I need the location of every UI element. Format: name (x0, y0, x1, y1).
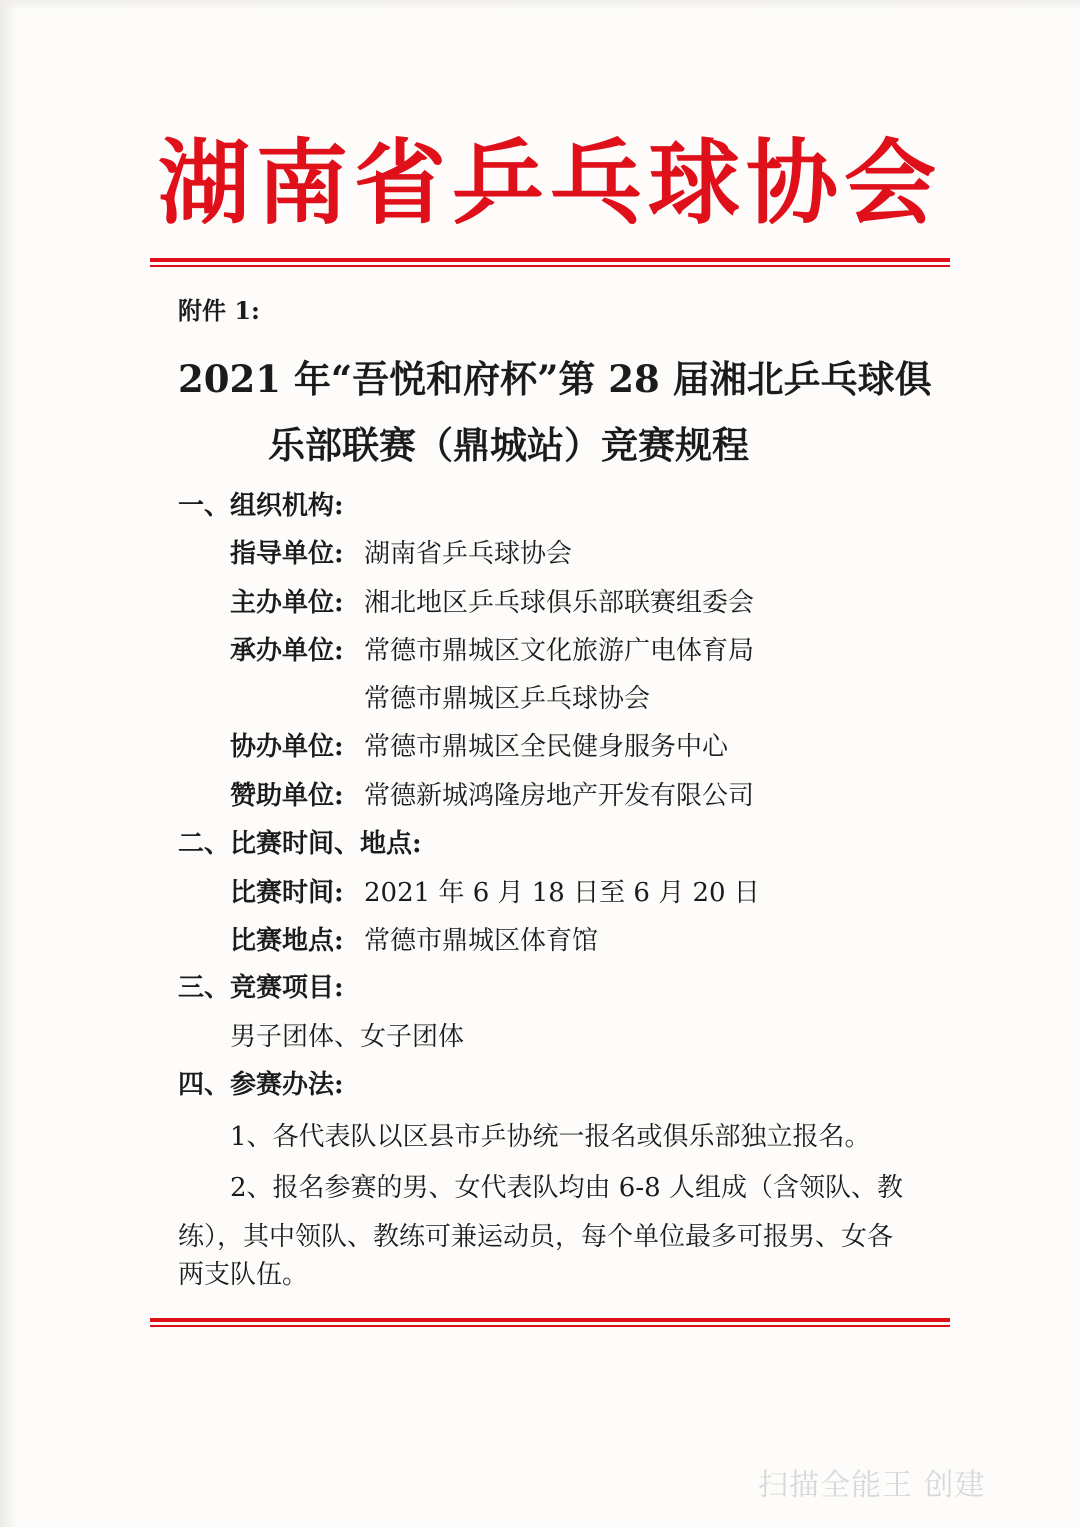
section-4-heading: 四、参赛办法: (178, 1070, 344, 1100)
match-venue-value: 常德市鼎城区体育馆 (364, 926, 599, 956)
rule-paragraph-2-line-2: 练），其中领队、教练可兼运动员，每个单位最多可报男、女各 (178, 1222, 894, 1252)
rule-paragraph-1: 1、各代表队以区县市乒协统一报名或俱乐部独立报名。 (230, 1122, 871, 1152)
scan-edge-shadow (0, 0, 18, 1527)
match-venue-label: 比赛地点: (230, 926, 344, 956)
letterhead-title: 湖南省乒乓球协会 (157, 129, 942, 237)
event-list: 男子团体、女子团体 (230, 1022, 465, 1052)
sponsor-label: 赞助单位: (230, 781, 344, 811)
letterhead-rule-top (150, 258, 950, 267)
co-organizer-label: 协办单位: (230, 732, 344, 762)
organizer-unit-value-2: 常德市鼎城区乒乓球协会 (364, 684, 651, 714)
rule-paragraph-2-line-1: 2、报名参赛的男、女代表队均由 6-8 人组成（含领队、教 (230, 1173, 903, 1203)
sponsor-value: 常德新城鸿隆房地产开发有限公司 (364, 781, 755, 811)
host-unit-label: 主办单位: (230, 588, 344, 618)
rule-paragraph-2-line-3: 两支队伍。 (178, 1260, 309, 1290)
section-3-heading: 三、竞赛项目: (178, 973, 344, 1003)
co-organizer-value: 常德市鼎城区全民健身服务中心 (364, 732, 729, 762)
document-title-line-2: 乐部联赛（鼎城站）竞赛规程 (268, 423, 749, 467)
match-time-label: 比赛时间: (230, 878, 344, 908)
footer-rule (150, 1318, 950, 1327)
organizer-unit-label: 承办单位: (230, 636, 344, 666)
host-unit-value: 湘北地区乒乓球俱乐部联赛组委会 (364, 588, 755, 618)
section-2-heading: 二、比赛时间、地点: (178, 829, 422, 859)
organizer-unit-value: 常德市鼎城区文化旅游广电体育局 (364, 636, 755, 666)
section-1-heading: 一、组织机构: (178, 491, 344, 521)
guide-unit-value: 湖南省乒乓球协会 (364, 539, 573, 569)
scan-top-shadow (0, 0, 1080, 10)
match-time-value: 2021 年 6 月 18 日至 6 月 20 日 (364, 878, 760, 908)
document-title-line-1: 2021 年“吾悦和府杯”第 28 届湘北乒乓球俱 (178, 357, 932, 401)
attachment-label: 附件 1: (178, 296, 260, 325)
guide-unit-label: 指导单位: (230, 539, 344, 569)
scanner-watermark: 扫描全能王 创建 (758, 1468, 986, 1503)
